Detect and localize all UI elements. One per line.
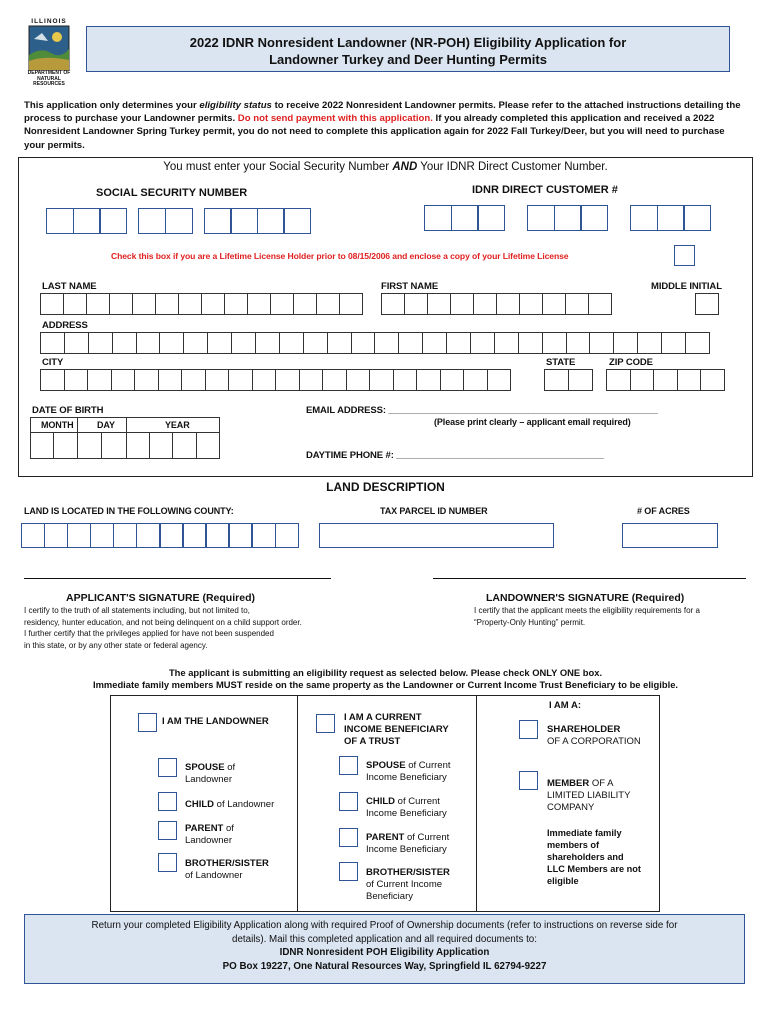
char-cell[interactable] [270,293,294,315]
char-cell[interactable] [63,293,87,315]
char-cell[interactable] [339,293,363,315]
customer-digit[interactable] [451,205,479,231]
county-label: LAND IS LOCATED IN THE FOLLOWING COUNTY: [24,506,234,516]
spouse-of-beneficiary-label: SPOUSE of Current Income Beneficiary [366,760,451,783]
dob-month-label: MONTH [41,420,74,430]
char-cell[interactable] [542,332,567,354]
page-title-line2: Landowner Turkey and Deer Hunting Permits [269,52,547,67]
char-cell[interactable] [112,332,137,354]
last-name-input[interactable] [40,293,363,315]
char-cell[interactable] [446,332,471,354]
char-cell[interactable] [40,332,65,354]
char-cell[interactable] [381,293,405,315]
lifetime-license-checkbox[interactable] [674,245,695,266]
eligibility-instructions: The applicant is submitting an eligibility request as selected below. Please check ONLY ONE box. Immediate family members MUST reside on the same property as the Landowner or Current Income Trust Beneficiary to be eligible. [92,667,679,690]
char-cell[interactable] [473,293,497,315]
char-cell[interactable] [159,332,184,354]
middle-initial-input[interactable] [695,293,719,315]
char-cell[interactable] [519,293,543,315]
char-cell[interactable] [494,332,519,354]
char-cell[interactable] [136,523,161,548]
mailing-recipient: IDNR Nonresident POH Eligibility Application [279,947,490,958]
char-cell[interactable] [88,332,113,354]
county-input[interactable] [22,523,299,548]
child-of-beneficiary-checkbox[interactable] [339,792,358,811]
char-cell[interactable] [653,369,678,391]
mailing-address: PO Box 19227, One Natural Resources Way, Springfield IL 62794-9227 [222,960,547,972]
char-cell[interactable] [64,369,89,391]
sibling-of-beneficiary-label: BROTHER/SISTER of Current Income Beneficiary [366,867,450,902]
char-cell[interactable] [398,332,423,354]
char-cell[interactable] [427,293,451,315]
intro-paragraph: This application only determines your eligibility status to receive 2022 Nonresident Landowner permits. Please refer to the attached instructions detailing the process to purchase your Landowner permits. Do not send payment with this application. If you already completed this application and received a 2022 Nonresident Landowner Spring Turkey permit, you do not need to complete this application again for 2022 Fall Turkey/Deer, but you will need to purchase your permits. [24,100,741,151]
dob-label: DATE OF BIRTH [32,405,104,416]
char-cell[interactable] [440,369,465,391]
parent-of-landowner-label: PARENT of Landowner [185,823,234,846]
trust-beneficiary-label: I AM A CURRENT INCOME BENEFICIARY OF A TRUST [344,712,449,747]
char-cell[interactable] [67,523,92,548]
phone-field[interactable]: DAYTIME PHONE #: ________________________________________ [306,450,604,461]
char-cell[interactable] [351,332,376,354]
customer-number-label: IDNR DIRECT CUSTOMER # [472,184,618,196]
shareholder-label: SHAREHOLDER OF A CORPORATION [547,724,641,747]
parent-of-beneficiary-label: PARENT of Current Income Beneficiary [366,832,450,855]
middle-initial-label: MIDDLE INITIAL [651,281,722,292]
child-of-landowner-checkbox[interactable] [158,792,177,811]
customer-digit[interactable] [477,205,505,231]
char-cell[interactable] [606,369,631,391]
char-cell[interactable] [299,369,324,391]
first-name-input[interactable] [381,293,612,315]
char-cell[interactable] [677,369,702,391]
lifetime-license-text: Check this box if you are a Lifetime License Holder prior to 08/15/2006 and enclose a copy of your Lifetime License [111,251,569,261]
applicant-signature-line[interactable] [24,578,331,579]
char-cell[interactable] [346,369,371,391]
char-cell[interactable] [44,523,69,548]
parcel-label: TAX PARCEL ID NUMBER [380,506,488,516]
applicant-signature-label: APPLICANT'S SIGNATURE (Required) [66,592,255,604]
llc-member-label: MEMBER OF A LIMITED LIABILITY COMPANY [547,778,631,813]
char-cell[interactable] [544,369,569,391]
char-cell[interactable] [322,369,347,391]
idnr-logo [26,18,72,94]
char-cell[interactable] [224,293,248,315]
char-cell[interactable] [275,369,300,391]
email-field[interactable]: EMAIL ADDRESS: ____________________________________________________ [306,405,658,416]
char-cell[interactable] [463,369,488,391]
landowner-option-label: I AM THE LANDOWNER [162,716,269,727]
customer-number-input[interactable] [424,205,711,231]
char-cell[interactable] [487,369,512,391]
ssn-digit[interactable] [230,208,258,234]
ssn-digit[interactable] [138,208,166,234]
shareholder-checkbox[interactable] [519,720,538,739]
family-ineligible-note: Immediate family members of shareholders and LLC Members are not eligible [547,828,641,886]
char-cell[interactable] [542,293,566,315]
char-cell[interactable] [228,523,253,548]
zip-input[interactable] [606,369,725,391]
address-label: ADDRESS [42,320,88,331]
no-payment-warning: Do not send payment with this application. [237,113,433,125]
spouse-of-beneficiary-checkbox[interactable] [339,756,358,775]
acres-input[interactable] [622,523,718,548]
char-cell[interactable] [86,293,110,315]
char-cell[interactable] [155,293,179,315]
zip-label: ZIP CODE [609,357,653,368]
char-cell[interactable] [255,332,280,354]
char-cell[interactable] [205,369,230,391]
landowner-signature-line[interactable] [433,578,746,579]
char-cell[interactable] [416,369,441,391]
ssn-digit[interactable] [283,208,311,234]
address-input[interactable] [40,332,710,354]
char-cell[interactable] [136,332,161,354]
char-cell[interactable] [40,293,64,315]
ssn-digit[interactable] [257,208,285,234]
land-description-heading: LAND DESCRIPTION [326,480,445,494]
sibling-of-landowner-label: BROTHER/SISTER of Landowner [185,858,269,881]
parent-of-beneficiary-checkbox[interactable] [339,828,358,847]
landowner-checkbox[interactable] [138,713,157,732]
char-cell[interactable] [518,332,543,354]
char-cell[interactable] [183,332,208,354]
last-name-label: LAST NAME [42,281,97,292]
dob-year-label: YEAR [165,420,190,430]
parcel-input[interactable] [319,523,554,548]
char-cell[interactable] [589,332,614,354]
char-cell[interactable] [588,293,612,315]
char-cell[interactable] [695,293,719,315]
char-cell[interactable] [700,369,725,391]
landowner-signature-label: LANDOWNER'S SIGNATURE (Required) [486,592,685,604]
ssn-digit[interactable] [46,208,74,234]
must-enter-notice: You must enter your Social Security Number AND Your IDNR Direct Customer Number. [163,161,608,173]
char-cell[interactable] [404,293,428,315]
char-cell[interactable] [422,332,447,354]
char-cell[interactable] [132,293,156,315]
customer-digit[interactable] [657,205,685,231]
customer-digit[interactable] [630,205,658,231]
child-of-landowner-label: CHILD of Landowner [185,799,275,810]
llc-member-checkbox[interactable] [519,771,538,790]
parent-of-landowner-checkbox[interactable] [158,821,177,840]
logo-top-text: ILLINOIS [31,18,67,25]
customer-digit[interactable] [527,205,555,231]
ssn-digit[interactable] [165,208,193,234]
char-cell[interactable] [228,369,253,391]
city-input[interactable] [40,369,511,391]
mailing-instructions-banner: Return your completed Eligibility Application along with required Proof of Ownership documents (refer to instructions on reverse side for details). Mail this completed application and all required documents to: IDNR Nonresident POH Eligibility Application PO Box 19227, One Natural Resources Way, Springfield IL 62794-9227 [24,914,745,984]
char-cell[interactable] [252,369,277,391]
spouse-of-landowner-checkbox[interactable] [158,758,177,777]
char-cell[interactable] [316,293,340,315]
sibling-of-landowner-checkbox[interactable] [158,853,177,872]
char-cell[interactable] [90,523,115,548]
char-cell[interactable] [64,332,89,354]
customer-digit[interactable] [424,205,452,231]
logo-bottom-text: DEPARTMENT OF NATURAL RESOURCES [27,70,71,88]
acres-label: # OF ACRES [637,506,690,516]
char-cell[interactable] [630,369,655,391]
customer-digit[interactable] [683,205,711,231]
char-cell[interactable] [159,523,184,548]
char-cell[interactable] [111,369,136,391]
char-cell[interactable] [181,369,206,391]
char-cell[interactable] [207,332,232,354]
char-cell[interactable] [178,293,202,315]
char-cell[interactable] [293,293,317,315]
char-cell[interactable] [496,293,520,315]
char-cell[interactable] [113,523,138,548]
char-cell[interactable] [566,332,591,354]
sibling-of-beneficiary-checkbox[interactable] [339,862,358,881]
char-cell[interactable] [205,523,230,548]
email-note: (Please print clearly – applicant email required) [434,417,631,427]
char-cell[interactable] [637,332,662,354]
char-cell[interactable] [109,293,133,315]
i-am-a-heading: I AM A: [549,700,582,711]
dob-day-label: DAY [97,420,115,430]
char-cell[interactable] [685,332,710,354]
city-label: CITY [42,357,64,368]
char-cell[interactable] [40,369,65,391]
state-input[interactable] [544,369,593,391]
char-cell[interactable] [613,332,638,354]
char-cell[interactable] [303,332,328,354]
char-cell[interactable] [661,332,686,354]
ssn-input[interactable] [46,208,311,234]
ssn-digit[interactable] [204,208,232,234]
char-cell[interactable] [251,523,276,548]
char-cell[interactable] [247,293,271,315]
first-name-label: FIRST NAME [381,281,439,292]
ssn-label: SOCIAL SECURITY NUMBER [96,187,248,199]
trust-beneficiary-checkbox[interactable] [316,714,335,733]
char-cell[interactable] [87,369,112,391]
applicant-certification: I certify to the truth of all statements including, but not limited to, residency, hunter education, and not being delinquent on a child support order. I further certify that the privileges applied for have not been suspended in this state, or by any other state or federal agency. [24,606,302,650]
char-cell[interactable] [568,369,593,391]
dob-input[interactable] [30,417,220,459]
ssn-digit[interactable] [73,208,101,234]
char-cell[interactable] [134,369,159,391]
char-cell[interactable] [231,332,256,354]
char-cell[interactable] [182,523,207,548]
char-cell[interactable] [279,332,304,354]
char-cell[interactable] [369,369,394,391]
char-cell[interactable] [21,523,46,548]
spouse-of-landowner-label: SPOUSE of Landowner [185,762,236,785]
title-banner [86,26,730,72]
char-cell[interactable] [450,293,474,315]
state-label: STATE [546,357,576,368]
char-cell[interactable] [201,293,225,315]
char-cell[interactable] [158,369,183,391]
customer-digit[interactable] [554,205,582,231]
customer-digit[interactable] [580,205,608,231]
logo-emblem-icon [26,25,72,71]
child-of-beneficiary-label: CHILD of Current Income Beneficiary [366,796,447,819]
char-cell[interactable] [393,369,418,391]
ssn-digit[interactable] [99,208,127,234]
char-cell[interactable] [327,332,352,354]
char-cell[interactable] [470,332,495,354]
char-cell[interactable] [374,332,399,354]
char-cell[interactable] [275,523,300,548]
char-cell[interactable] [565,293,589,315]
page-title-line1: 2022 IDNR Nonresident Landowner (NR-POH) Eligibility Application for [189,35,627,50]
landowner-certification: I certify that the applicant meets the eligibility requirements for a “Property-Only Hunting” permit. [474,606,700,627]
